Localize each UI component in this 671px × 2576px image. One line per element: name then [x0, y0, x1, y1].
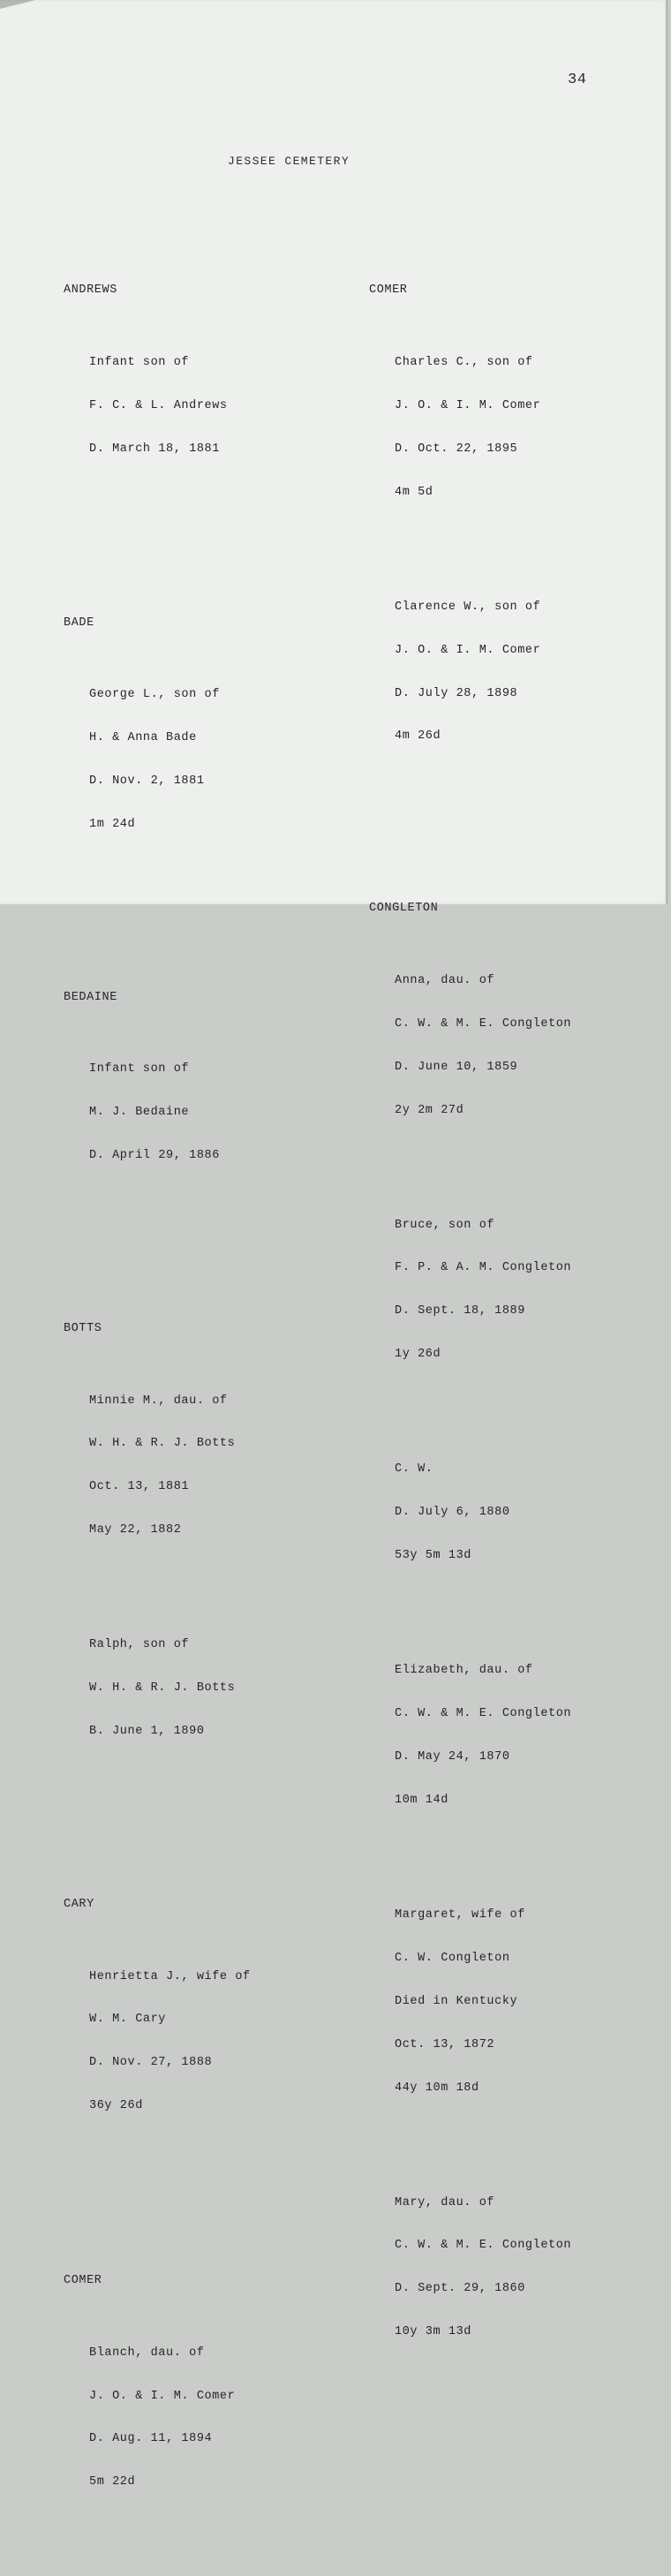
entry-line: D. April 29, 1886: [89, 1149, 220, 1163]
right-column: [369, 212, 571, 2426]
entry-line: D. Aug. 11, 1894: [89, 2432, 213, 2446]
burial-entry: [395, 571, 571, 773]
entry-line: Died in Kentucky: [395, 1994, 518, 2008]
burial-entry: [395, 1434, 571, 1592]
entry-line: W. H. & R. J. Botts: [89, 1681, 236, 1696]
surname: CARY: [64, 1898, 94, 1912]
family-cary: [64, 1869, 251, 2171]
page-number: 34: [568, 72, 587, 88]
page-title: JESSEE CEMETERY: [228, 155, 351, 168]
entry-line: 4m 5d: [395, 485, 434, 499]
entry-line: W. M. Cary: [89, 2013, 167, 2027]
entry-line: 5m 22d: [89, 2475, 136, 2489]
entry-line: 1m 24d: [89, 817, 136, 831]
family-congleton: [369, 873, 571, 2398]
entry-line: Minnie M., dau. of: [89, 1394, 228, 1408]
surname: COMER: [64, 2274, 102, 2288]
entry-line: Margaret, wife of: [395, 1907, 525, 1922]
entry-line: May 22, 1882: [89, 1523, 182, 1537]
entry-line: W. H. & R. J. Botts: [89, 1437, 236, 1451]
surname: ANDREWS: [64, 283, 117, 298]
entry-line: 4m 26d: [395, 729, 441, 744]
entry-line: F. C. & L. Andrews: [89, 398, 228, 412]
burial-entry: [395, 1879, 571, 2124]
entry-line: B. June 1, 1890: [89, 1725, 205, 1739]
surname: BOTTS: [64, 1322, 102, 1336]
entry-line: Henrietta J., wife of: [89, 1969, 251, 1983]
entry-line: D. Oct. 22, 1895: [395, 442, 518, 456]
entry-line: H. & Anna Bade: [89, 731, 197, 745]
burial-entry: [89, 660, 251, 861]
entry-line: Infant son of: [89, 1062, 190, 1076]
entry-line: Ralph, son of: [89, 1638, 190, 1652]
entry-line: D. Sept. 18, 1889: [395, 1304, 525, 1318]
entry-line: Anna, dau. of: [395, 973, 495, 987]
family-comer: [369, 255, 571, 802]
burial-entry: [395, 945, 571, 1146]
entry-line: C. W. Congleton: [395, 1951, 510, 1965]
entry-line: D. July 6, 1880: [395, 1506, 510, 1520]
burial-entry: [395, 2167, 571, 2368]
entry-line: 53y 5m 13d: [395, 1549, 472, 1563]
surname: COMER: [369, 283, 408, 298]
entry-line: Blanch, dau. of: [89, 2346, 205, 2360]
burial-entry: [89, 2317, 251, 2519]
surname: BEDAINE: [64, 990, 117, 1004]
entry-line: Oct. 13, 1881: [89, 1480, 190, 1494]
surname: CONGLETON: [369, 902, 439, 916]
burial-entry: [89, 1365, 251, 1567]
family-bedaine: [64, 962, 251, 1220]
entry-line: 2y 2m 27d: [395, 1103, 464, 1117]
entry-line: J. O. & I. M. Comer: [395, 643, 541, 657]
entry-line: Elizabeth, dau. of: [395, 1664, 533, 1678]
entry-line: Mary, dau. of: [395, 2195, 495, 2210]
entry-line: D. July 28, 1898: [395, 686, 518, 700]
entry-line: 36y 26d: [89, 2099, 143, 2113]
entry-line: J. O. & I. M. Comer: [89, 2389, 236, 2403]
entry-line: C. W. & M. E. Congleton: [395, 1707, 572, 1721]
burial-entry: [89, 1610, 251, 1768]
family-bade: [64, 587, 251, 889]
entry-line: Oct. 13, 1872: [395, 2037, 495, 2051]
family-andrews: [64, 255, 251, 514]
family-comer: [64, 2246, 251, 2548]
burial-entry: [395, 1190, 571, 1391]
entry-line: George L., son of: [89, 688, 220, 702]
entry-line: Bruce, son of: [395, 1218, 495, 1232]
burial-entry: [89, 1034, 251, 1192]
entry-line: C. W. & M. E. Congleton: [395, 2239, 572, 2253]
entry-line: 10m 14d: [395, 1793, 449, 1807]
entry-line: J. O. & I. M. Comer: [395, 398, 541, 412]
entry-line: C. W.: [395, 1462, 434, 1477]
entry-line: D. March 18, 1881: [89, 442, 220, 456]
entry-line: M. J. Bedaine: [89, 1106, 190, 1120]
entry-line: D. May 24, 1870: [395, 1749, 510, 1764]
entry-line: 1y 26d: [395, 1348, 441, 1362]
entry-line: D. Nov. 27, 1888: [89, 2056, 213, 2070]
entry-line: F. P. & A. M. Congleton: [395, 1261, 572, 1275]
entry-line: D. Nov. 2, 1881: [89, 774, 205, 788]
entry-line: D. June 10, 1859: [395, 1060, 518, 1074]
family-botts: [64, 1293, 251, 1796]
entry-line: Charles C., son of: [395, 355, 533, 369]
entry-line: D. Sept. 29, 1860: [395, 2282, 525, 2296]
burial-entry: [89, 1941, 251, 2142]
entry-line: 44y 10m 18d: [395, 2081, 479, 2095]
burial-entry: [395, 327, 571, 528]
entry-line: C. W. & M. E. Congleton: [395, 1016, 572, 1031]
burial-entry: [89, 327, 251, 485]
entry-line: Infant son of: [89, 355, 190, 369]
entry-line: 10y 3m 13d: [395, 2325, 472, 2339]
left-column: [64, 212, 251, 2576]
burial-entry: [395, 1635, 571, 1837]
surname: BADE: [64, 616, 94, 630]
folded-corner: [0, 0, 35, 9]
page-edge: [666, 0, 668, 904]
entry-line: Clarence W., son of: [395, 600, 541, 614]
